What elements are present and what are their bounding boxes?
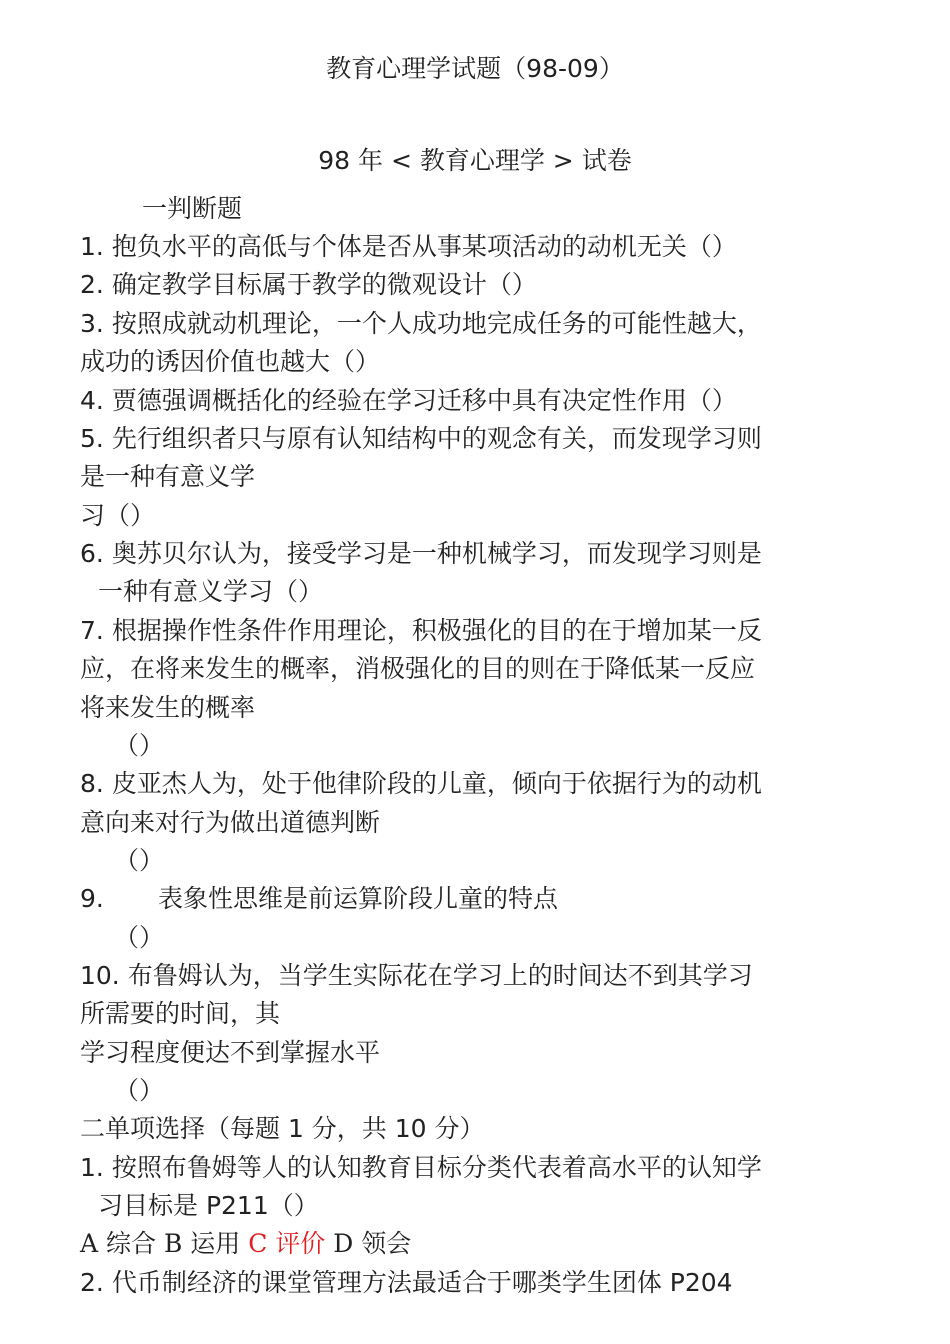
question-10-continuation: 所需要的时间，其	[80, 999, 281, 1028]
question-4	[80, 386, 737, 416]
question-7-continuation: 应，在将来发生的概率，消极强化的目的则在于降低某一反应	[80, 654, 756, 683]
question-text: 抱负水平的高低与个体是否从事某项活动的动机无关（）	[111, 232, 737, 261]
question-5-continuation: 习（）	[80, 501, 156, 530]
question-text: 皮亚杰人为，处于他律阶段的儿童，倾向于依据行为的动机	[111, 769, 762, 798]
question-text: 表象性思维是前运算阶段儿童的特点	[157, 884, 558, 913]
question-text: 先行组织者只与原有认知结构中的观念有关，而发现学习则	[111, 424, 762, 453]
question-6	[80, 539, 762, 569]
question-5	[80, 424, 762, 454]
question-2	[80, 270, 537, 300]
options-text: A 综合 B 运用	[80, 1229, 249, 1258]
answer-blank: （）	[114, 846, 165, 875]
question-10-continuation: 学习程度便达不到掌握水平	[80, 1038, 381, 1067]
question-3	[80, 309, 762, 339]
question-text: 按照成就动机理论，一个人成功地完成任务的可能性越大，	[111, 309, 762, 338]
question-text: 贾德强调概括化的经验在学习迁移中具有决定性作用（）	[111, 386, 737, 415]
paper-title: 98 年 < 教育心理学 > 试卷	[318, 146, 632, 175]
question-7	[80, 616, 762, 646]
section2-heading: 二单项选择（每题 1 分，共 10 分）	[80, 1114, 485, 1143]
question-8	[80, 769, 762, 799]
question-text: 根据操作性条件作用理论，积极强化的目的在于增加某一反	[111, 616, 762, 645]
options-text: D 领会	[325, 1229, 412, 1258]
question-text: 按照布鲁姆等人的认知教育目标分类代表着高水平的认知学	[111, 1153, 762, 1182]
question-number: 1.	[80, 232, 104, 261]
question-text: 奥苏贝尔认为，接受学习是一种机械学习，而发现学习则是	[111, 539, 762, 568]
question-number: 1.	[80, 1153, 104, 1182]
question-number: 7.	[80, 616, 104, 645]
question-9	[80, 884, 558, 914]
mc-question-2	[80, 1268, 733, 1298]
question-1	[80, 232, 737, 262]
answer-blank: （）	[114, 731, 165, 760]
answer-blank: （）	[114, 923, 165, 952]
question-number: 2.	[80, 270, 104, 299]
mc-options	[80, 1229, 411, 1259]
question-8-continuation: 意向来对行为做出道德判断	[80, 808, 381, 837]
question-text: 布鲁姆认为，当学生实际花在学习上的时间达不到其学习	[127, 961, 753, 990]
question-3-continuation: 成功的诱因价值也越大（）	[80, 347, 381, 376]
answer-option: C 评价	[248, 1229, 326, 1258]
document-title: 教育心理学试题（98-09）	[326, 54, 624, 83]
question-number: 6.	[80, 539, 104, 568]
question-7-continuation: 将来发生的概率	[80, 693, 256, 722]
question-10	[80, 961, 753, 991]
question-number: 5.	[80, 424, 104, 453]
section1-heading: 一判断题	[142, 194, 243, 223]
mc-question-1	[80, 1153, 762, 1183]
question-text: 确定教学目标属于教学的微观设计（）	[111, 270, 537, 299]
question-number: 2.	[80, 1268, 104, 1297]
question-number: 3.	[80, 309, 104, 338]
mc-question-1-continuation: 习目标是 P211（）	[98, 1191, 319, 1220]
question-6-continuation: 一种有意义学习（）	[98, 577, 324, 606]
question-number: 8.	[80, 769, 104, 798]
question-number: 4.	[80, 386, 104, 415]
question-number: 9.	[80, 884, 104, 913]
question-number: 10.	[80, 961, 120, 990]
answer-blank: （）	[114, 1076, 165, 1105]
question-text: 代币制经济的课堂管理方法最适合于哪类学生团体 P204	[111, 1268, 733, 1297]
question-5-continuation: 是一种有意义学	[80, 462, 256, 491]
